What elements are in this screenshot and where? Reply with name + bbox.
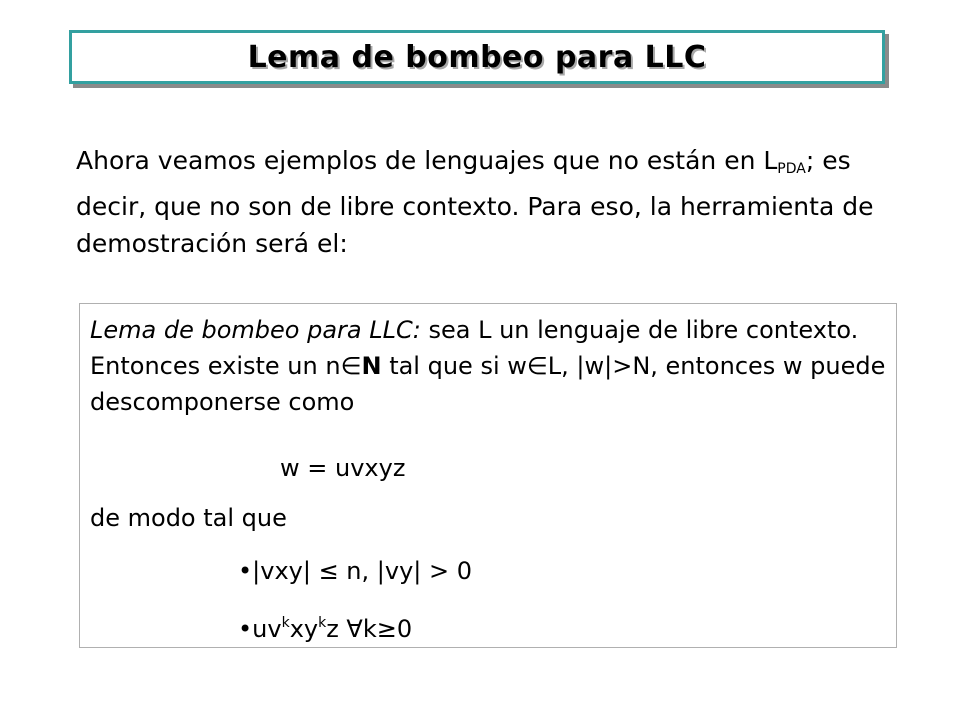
intro-paragraph xyxy=(76,142,896,262)
decomposition-equation: w = uvxyz xyxy=(280,454,406,482)
lemma-text-c: L, |w|>N, entonces w puede descomponerse como xyxy=(90,352,886,416)
element-of-symbol-2: ∈ xyxy=(526,352,548,380)
intro-subscript: PDA xyxy=(777,161,806,177)
cond2-sup2: k xyxy=(318,615,327,631)
cond2-c: z ∀k≥0 xyxy=(326,615,413,643)
slide-title: Lema de bombeo para LLC xyxy=(247,39,707,75)
intro-text-1: Ahora veamos ejemplos de lenguajes que no están en L xyxy=(76,146,778,175)
condition-2 xyxy=(238,608,412,644)
de-modo-text: de modo tal que xyxy=(90,504,287,532)
cond2-sup1: k xyxy=(281,615,290,631)
lemma-heading: Lema de bombeo para LLC: xyxy=(90,316,421,344)
cond2-a: •uv xyxy=(238,615,282,643)
condition-1: •|vxy| ≤ n, |vy| > 0 xyxy=(238,557,472,585)
intro-text-2: ; es decir, que no son de libre contexto. Para eso, la herramienta de demostración será el: xyxy=(76,146,874,258)
element-of-symbol: ∈ xyxy=(340,352,362,380)
natural-numbers-symbol: N xyxy=(361,352,382,380)
lemma-text-b: tal que si w xyxy=(381,352,527,380)
lemma-text-a: sea L un lenguaje de libre contexto. Entonces existe un n xyxy=(90,316,859,380)
title-box xyxy=(69,30,885,84)
lemma-box xyxy=(79,303,897,648)
lemma-statement xyxy=(90,312,890,420)
cond2-b: xy xyxy=(289,615,319,643)
